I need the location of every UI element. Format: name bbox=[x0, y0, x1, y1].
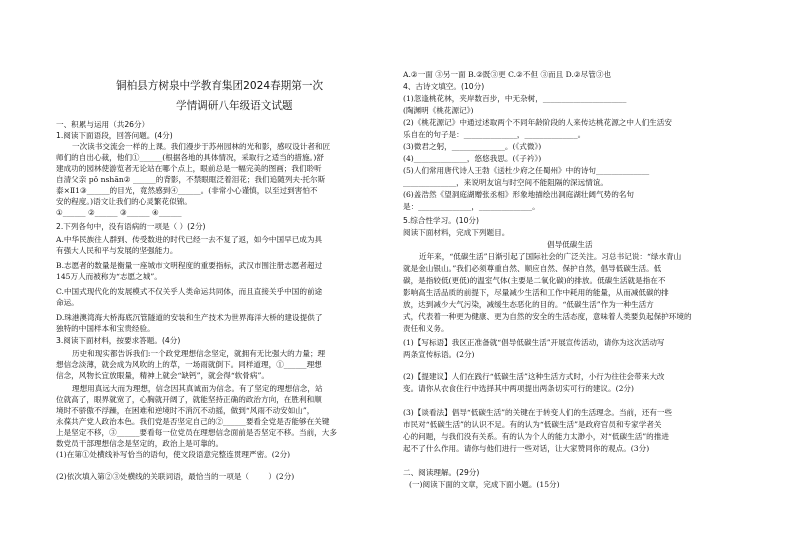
question-heading: 1.阅读下面语段，回答问题。(4分) bbox=[56, 131, 173, 140]
text-line: 是：______________，______________。 bbox=[403, 202, 540, 211]
exam-title-line2: 学情调研八年级语文试题 bbox=[176, 100, 293, 112]
text-line: 上是坚定不移，③______要看每一位党员在理想信念面前是否坚定不移。当前，大多 bbox=[56, 428, 337, 437]
text-line: 师们的自出心裁，他们①______(根据各地的具体情况，采取行之适当的措施。)舒 bbox=[56, 153, 324, 162]
text-line: (6)盖浩然《望洞庭湖赠张丞相》形象地描绘出洞庭湖壮阔气势的名句 bbox=[403, 190, 634, 199]
text-line: 境时不骄傲不浮躁，在困难和逆境时不消沉不动摇，做到“风雨不动安如山”， bbox=[56, 406, 315, 415]
text-line: 责任和义务。 bbox=[403, 324, 449, 333]
text-line: 就是金山银山。”我们必须尊重自然、顺应自然、保护自然，倡导低碳生活。低 bbox=[403, 264, 662, 273]
sub-question: (1)【写标语】我区正准备就“倡导低碳生活”开展宣传活动，请你为这次活动写 bbox=[403, 338, 665, 347]
text-line: 理想用真远大而为理想，信念因其真诚而为信念。有了坚定的理想信念，站 bbox=[72, 384, 323, 393]
text-line: (1)忽逢桃花林，夹岸数百步，中无杂树，______________________ bbox=[403, 94, 627, 103]
text-line: (陶渊明《桃花源记》) bbox=[403, 106, 474, 115]
text-line: (3)微君之躬，______________。(《式微》) bbox=[403, 142, 542, 151]
spacer-line: (2)依次填入第②③处横线的关联词语，最恰当的一项是（ ）(2分) bbox=[56, 472, 295, 481]
section-heading: 一、积累与运用（共26分） bbox=[56, 120, 150, 129]
right-column bbox=[397, 0, 794, 560]
option-line: D.珠港澳湾海大桥海底沉管隧道的安装和生产技术为世界海洋大桥的建设提供了 bbox=[56, 313, 323, 322]
exam-title-line1: 铜柏县方树泉中学教育集团2024春期第一次 bbox=[116, 80, 324, 92]
text-line: 一次读书交流会一样的上课。我们漫步于苏州园林的光和影，感叹设计者和匠 bbox=[72, 142, 331, 151]
text-line: 放，达到减少大气污染，减缓生态恶化的目的。“低碳生活”作为一种生活方 bbox=[403, 300, 654, 309]
text-line: 近年来，“低碳生活”日渐引起了国际社会的广泛关注。习总书记说：“绿水青山 bbox=[419, 252, 682, 261]
option-line: C.中国式现代化的发展模式不仅关乎人类命运共同体，而且直接关乎中国的前途 bbox=[56, 287, 323, 296]
sub-question: (一)阅读下面的文章，完成下面小题。(15分) bbox=[409, 480, 560, 489]
option-line: A.中华民族往人群到、传受数进的时代已经一去不复了返，如今中国早已成为具 bbox=[56, 235, 323, 244]
text-line: ______________，来说明友谊与时空间不能阻隔的深远情谊。 bbox=[403, 178, 609, 187]
text-line: 信念，风物长宜放眼量，精神上就会“缺钙”，就会得“软骨病”。 bbox=[56, 371, 269, 380]
text-line: 自清父亲 pǒ nshān② ______的背影，不禁眼眶泛着泪花；我们追随列夫·托尔斯 bbox=[56, 175, 326, 184]
option-line: 145万人而被称为“志愿之城”。 bbox=[56, 272, 162, 281]
text-line: (5)人们常用唐代诗人王勃《送杜少府之任蜀州》中的诗句______________ bbox=[403, 166, 650, 175]
text-line: 建成功的园林使游览者无论站在哪个点上，眼前总是一幅完美的图画；我们聆听 bbox=[56, 164, 322, 173]
sub-question: 市民对“低碳生活”的认识不足。有的认为“低碳生活”是政府官员和专家学者关 bbox=[403, 420, 662, 429]
section-heading: 二、阅读理解。(29分) bbox=[403, 468, 480, 477]
material-title: 倡导低碳生活 bbox=[547, 240, 593, 249]
sub-question: (3)【谈看法】倡导“低碳生活”的关键在于转变人们的生活理念。当前，还有一些 bbox=[403, 408, 673, 417]
text-line: 影响高生活品质的前提下，尽量减少生活和工作中耗用的能量，从而减低碳的排 bbox=[403, 288, 669, 297]
option-line: 有强大人民和平与发展的坚强能力。 bbox=[56, 246, 178, 255]
question-heading: 5.综合性学习。(10分) bbox=[403, 216, 479, 225]
question-heading: 2.下列各句中，没有语病的一项是（ ）(2分) bbox=[56, 222, 206, 231]
question-heading: 3.阅读下面材料，按要求答题。(4分) bbox=[56, 336, 181, 345]
text-line: 式，代表着一种更为健康、更为自然的安全的生活态度，意味着人类要负起保护环境的 bbox=[403, 312, 692, 321]
option-line: B.志愿者的数量是衡量一座城市文明程度的重要指标，武汉市围注册志愿者超过 bbox=[56, 261, 323, 270]
option-line: 命运。 bbox=[56, 298, 79, 307]
option-line: A.②一面 ③另一面 B.②既③更 C.②不但 ③而且 D.②尽管③也 bbox=[403, 70, 612, 79]
sub-question: 心的问题，与我们没有关系。有的认为个人的能力太渺小，对“低碳生活”的推进 bbox=[403, 432, 669, 441]
answer-blanks: ①______ ②______ ③______ ④______ bbox=[56, 208, 182, 217]
sub-question: 两条宣传标语。(2分) bbox=[403, 350, 475, 359]
text-line: (4)______________，悠悠我思。(《子衿》) bbox=[403, 154, 542, 163]
sub-question: 变。请你从衣食住行中选择其中两项提出两条切实可行的建议。(2分) bbox=[403, 384, 634, 393]
text-line: 数党员干部理想信念是坚定的，政治上是可靠的。 bbox=[56, 439, 224, 448]
text-line: 安的程度。)语文让我们的心灵繁花似锦。 bbox=[56, 197, 192, 206]
text-line: (1)在第①处横线补写恰当的语句，使文段语意完整连贯理严密。(2分) bbox=[56, 450, 291, 459]
question-heading: 4、古诗文填空。(10分) bbox=[403, 82, 485, 91]
option-line: 独特的中国样本和宝贵经验。 bbox=[56, 324, 155, 333]
text-line: 位就高了，眼界就宽了，心胸就开阔了，就能坚持正确的政治方向，在胜利和顺 bbox=[56, 395, 322, 404]
text-line: 碳，是指较低(更低)的温室气体(主要是二氧化碳)的排放。低碳生活就是指在不 bbox=[403, 276, 666, 285]
text-line: (2)《桃花源记》中通过述取两个不同年龄阶段的人来传达桃花源之中人们生活安 bbox=[403, 118, 672, 127]
text-line: 永葆共产党人政治本色。我们党是否坚定自己的②______要看全党是否能够在关键 bbox=[56, 417, 330, 426]
sub-question: (2)【提建议】人们在践行“低碳生活”这种生活方式时，小行为往往会带来大改 bbox=[403, 372, 665, 381]
text-line: 泰×Ⅱ1③______的目光，竟然感到④______。(非常小心谨慎，以至过到害怕不 bbox=[56, 186, 318, 195]
text-line: 乐自在的句子是：______________，______________。 bbox=[403, 130, 586, 139]
sub-question: 起不了什么作用。请你与他们进行一些对话，让大家赞同你的观点。(3分) bbox=[403, 444, 650, 453]
text-line: 阅读下面材料，完成下列题目。 bbox=[403, 228, 510, 237]
text-line: 历史和现实都告诉我们:一个政党理想信念坚定，就拥有无比强大的力量；理 bbox=[72, 349, 326, 358]
text-line: 想信念淡薄，就会成为风吹的上的草，一场雨就倒下。同样道理，①______理想 bbox=[56, 360, 322, 369]
